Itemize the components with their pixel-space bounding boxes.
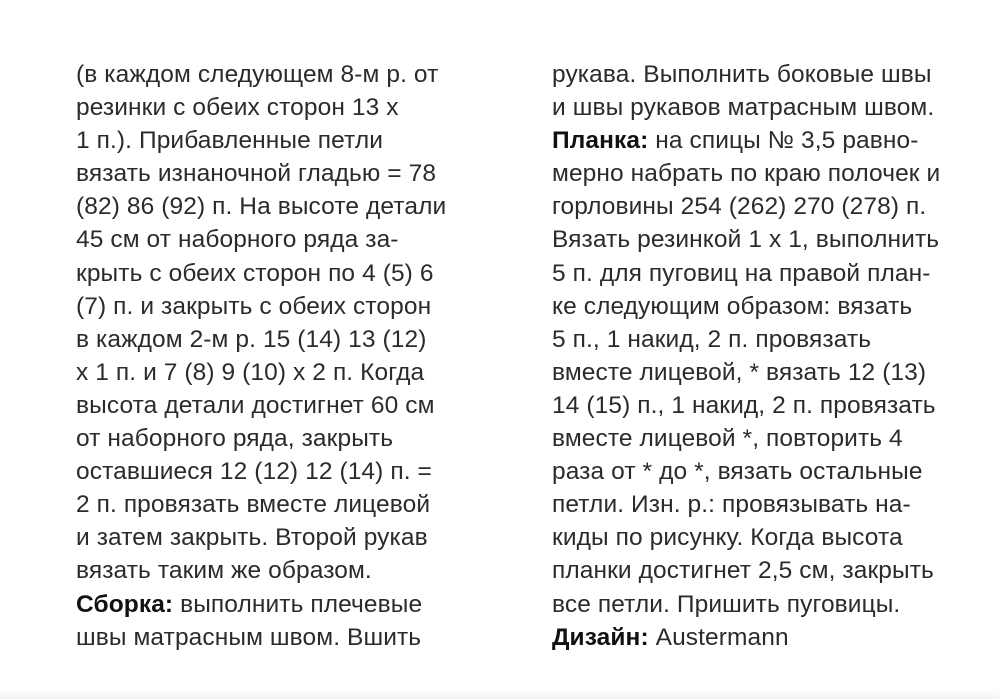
text-line: и швы рукавов матрасным швом.: [552, 94, 935, 122]
placket-paragraph-start: [552, 124, 992, 157]
text-line: рукава. Выполнить боковые швы: [552, 61, 932, 88]
text-line: резинки с обеих сторон 13 х: [76, 94, 399, 122]
text-line: 5 п. для пуговиц на правой план-: [552, 259, 931, 287]
text-line: планки достигнет 2,5 см, закрыть: [552, 557, 934, 585]
text-line: х 1 п. и 7 (8) 9 (10) х 2 п. Когда: [76, 358, 425, 386]
text-line: в каждом 2-м р. 15 (14) 13 (12): [76, 325, 427, 353]
assembly-paragraph-start: [76, 588, 516, 621]
text-line: от наборного ряда, закрыть: [76, 425, 394, 453]
bottom-edge-shade: [0, 689, 999, 699]
placket-text: на спицы № 3,5 равно-: [648, 127, 919, 155]
assembly-heading: Сборка:: [76, 590, 174, 618]
text-line: ке следующим образом: вязать: [552, 292, 913, 320]
placket-heading: Планка:: [552, 127, 649, 155]
text-line: высота детали достигнет 60 см: [76, 391, 435, 419]
left-text-column: [76, 58, 516, 654]
text-line: вместе лицевой, * вязать 12 (13): [552, 358, 927, 386]
text-line: 14 (15) п., 1 накид, 2 п. провязать: [552, 391, 936, 419]
text-line: Вязать резинкой 1 х 1, выполнить: [552, 226, 940, 254]
text-line: 45 см от наборного ряда за-: [76, 226, 399, 254]
text-line: крыть с обеих сторон по 4 (5) 6: [76, 259, 434, 287]
text-line: оставшиеся 12 (12) 12 (14) п. =: [76, 458, 432, 486]
text-line: 5 п., 1 накид, 2 п. провязать: [552, 325, 872, 353]
text-line: (7) п. и закрыть с обеих сторон: [76, 292, 432, 320]
text-line: вязать таким же образом.: [76, 557, 372, 585]
text-line: 2 п. провязать вместе лицевой: [76, 491, 431, 519]
text-line: все петли. Пришить пуговицы.: [552, 590, 901, 618]
text-line: мерно набрать по краю полочек и: [552, 160, 941, 188]
text-line: 1 п.). Прибавленные петли: [76, 127, 384, 155]
text-line: горловины 254 (262) 270 (278) п.: [552, 193, 927, 221]
text-line: и затем закрыть. Второй рукав: [76, 524, 428, 552]
design-value: Austermann: [648, 623, 789, 651]
text-line: (82) 86 (92) п. На высоте детали: [76, 193, 447, 221]
text-line: вязать изнаночной гладью = 78: [76, 160, 437, 188]
text-line: киды по рисунку. Когда высота: [552, 524, 903, 552]
text-line: вместе лицевой *, повторить 4: [552, 425, 903, 453]
text-line: (в каждом следующем 8-м р. от: [76, 61, 439, 88]
assembly-text: выполнить плечевые: [173, 590, 423, 618]
text-line: раза от * до *, вязать остальные: [552, 458, 923, 486]
text-line: швы матрасным швом. Вшить: [76, 623, 422, 651]
right-text-column: [552, 58, 992, 654]
text-line: петли. Изн. р.: провязывать на-: [552, 491, 911, 519]
design-heading: Дизайн:: [552, 623, 649, 651]
design-credit: [552, 621, 992, 654]
